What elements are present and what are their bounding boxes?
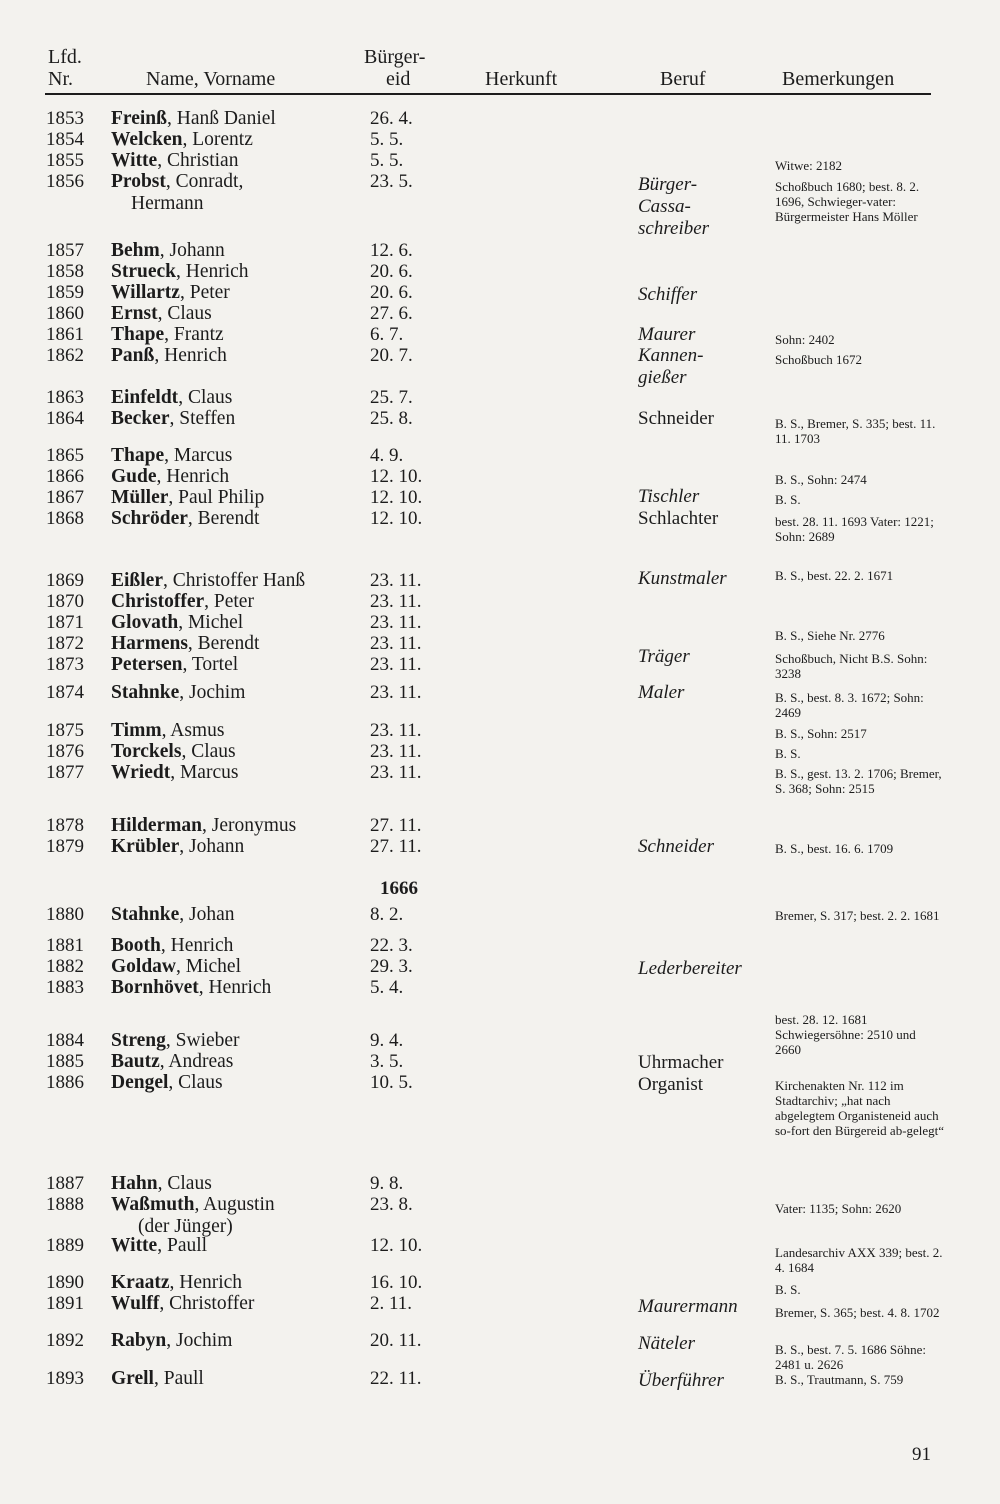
entry-number: 1861	[46, 324, 84, 345]
entry-number: 1870	[46, 591, 84, 612]
buergereid-date: 23. 11.	[370, 591, 422, 612]
remarks: B. S.	[775, 1282, 801, 1297]
surname: Bautz	[111, 1051, 160, 1072]
surname: Strueck	[111, 261, 176, 282]
entry-name	[111, 445, 232, 467]
buergereid-date: 20. 6.	[370, 261, 413, 282]
surname: Willartz	[111, 282, 180, 303]
occupation: Uhrmacher	[638, 1052, 724, 1073]
entry-number: 1867	[46, 487, 84, 508]
buergereid-date: 22. 3.	[370, 935, 413, 956]
entry-name	[111, 815, 296, 837]
remarks: B. S., Siehe Nr. 2776	[775, 628, 885, 643]
given-name: , Jochim	[166, 1330, 233, 1351]
buergereid-date: 23. 11.	[370, 762, 422, 783]
surname: Harmens	[111, 633, 188, 654]
entry-number: 1892	[46, 1330, 84, 1351]
given-name: , Johann	[179, 836, 245, 857]
buergereid-date: 23. 11.	[370, 741, 422, 762]
entry-name	[111, 1272, 242, 1294]
buergereid-date: 26. 4.	[370, 108, 413, 129]
remarks: B. S., gest. 13. 2. 1706; Bremer, S. 368; Sohn: 2515	[775, 766, 942, 796]
remarks: best. 28. 12. 1681 Schwiegersöhne: 2510 und 2660	[775, 1012, 916, 1057]
surname: Witte	[111, 1235, 158, 1256]
occupation: Maler	[638, 682, 685, 703]
occupation: Cassa-	[638, 196, 691, 217]
given-name: , Peter	[204, 591, 254, 612]
occupation: Näteler	[638, 1333, 695, 1354]
surname: Thape	[111, 324, 165, 345]
entry-number: 1869	[46, 570, 84, 591]
given-name: , Peter	[179, 282, 230, 303]
header-lfd: Lfd.	[48, 46, 82, 68]
buergereid-date: 9. 8.	[370, 1173, 404, 1194]
remarks: Vater: 1135; Sohn: 2620	[775, 1201, 902, 1216]
given-name-continued: Hermann	[131, 193, 204, 214]
remarks: Bremer, S. 317; best. 2. 2. 1681	[775, 908, 940, 923]
given-name: , Christian	[157, 150, 239, 171]
entry-number: 1881	[46, 935, 84, 956]
remarks: B. S., Sohn: 2517	[775, 726, 867, 741]
remarks: Schoßbuch 1680; best. 8. 2. 1696, Schwieger-vater: Bürgermeister Hans Möller	[775, 179, 920, 224]
remarks: B. S., best. 16. 6. 1709	[775, 841, 894, 856]
page-number: 91	[912, 1444, 931, 1465]
given-name: , Paul Philip	[168, 487, 265, 508]
surname: Welcken	[111, 129, 183, 150]
entry-name	[111, 387, 232, 409]
given-name: , Claus	[181, 741, 236, 762]
surname: Streng	[111, 1030, 166, 1051]
remarks: best. 28. 11. 1693 Vater: 1221; Sohn: 2689	[775, 514, 934, 544]
header-herkunft: Herkunft	[485, 68, 558, 90]
entry-number: 1882	[46, 956, 84, 977]
entry-number: 1874	[46, 682, 84, 703]
buergereid-date: 12. 10.	[370, 466, 423, 487]
given-name: , Augustin	[194, 1194, 275, 1215]
entry-name	[111, 1030, 240, 1052]
year-heading: 1666	[380, 878, 418, 899]
given-name: , Henrich	[198, 977, 272, 998]
entry-number: 1888	[46, 1194, 84, 1215]
header-nr: Nr.	[48, 68, 73, 90]
entry-name	[111, 633, 259, 655]
buergereid-date: 5. 5.	[370, 150, 404, 171]
occupation: Maurermann	[638, 1296, 738, 1317]
given-name: , Steffen	[169, 408, 236, 429]
entry-name	[111, 282, 230, 304]
remarks-witwe: Witwe: 2182	[775, 158, 842, 173]
entry-name	[111, 303, 212, 325]
given-name: , Swieber	[165, 1030, 240, 1051]
entry-number: 1877	[46, 762, 84, 783]
remarks: Sohn: 2402	[775, 332, 835, 347]
buergereid-date: 23. 11.	[370, 612, 422, 633]
surname: Torckels	[111, 741, 182, 762]
entry-number: 1872	[46, 633, 84, 654]
entry-number: 1873	[46, 654, 84, 675]
entry-name	[111, 345, 227, 367]
entry-name	[111, 1051, 233, 1073]
surname: Waßmuth	[111, 1194, 195, 1215]
header-eid-2: eid	[386, 68, 411, 90]
buergereid-date: 8. 2.	[370, 904, 404, 925]
given-name: , Michel	[176, 956, 241, 977]
surname: Behm	[111, 240, 160, 261]
surname: Bornhövet	[111, 977, 199, 998]
entry-number: 1891	[46, 1293, 84, 1314]
buergereid-date: 12. 10.	[370, 487, 423, 508]
entry-number: 1863	[46, 387, 84, 408]
remarks: B. S., best. 7. 5. 1686 Söhne: 2481 u. 2626	[775, 1342, 926, 1372]
surname: Einfeldt	[111, 387, 179, 408]
surname: Dengel	[111, 1072, 169, 1093]
entry-number: 1884	[46, 1030, 84, 1051]
entry-number: 1860	[46, 303, 84, 324]
surname: Hilderman	[111, 815, 202, 836]
buergereid-date: 22. 11.	[370, 1368, 422, 1389]
entry-name	[111, 741, 236, 763]
entry-name	[111, 612, 243, 634]
given-name: , Henrich	[156, 466, 230, 487]
surname: Petersen	[111, 654, 183, 675]
entry-name	[111, 570, 305, 592]
surname: Goldaw	[111, 956, 177, 977]
occupation: Kunstmaler	[638, 568, 727, 589]
buergereid-date: 3. 5.	[370, 1051, 404, 1072]
buergereid-date: 5. 4.	[370, 977, 404, 998]
occupation: schreiber	[638, 218, 710, 239]
buergereid-date: 27. 6.	[370, 303, 413, 324]
given-name: , Johann	[159, 240, 225, 261]
entry-name	[111, 935, 233, 957]
entry-number: 1876	[46, 741, 84, 762]
entry-number: 1889	[46, 1235, 84, 1256]
surname: Wriedt	[111, 762, 171, 783]
surname: Müller	[111, 487, 169, 508]
entry-name	[111, 261, 249, 283]
surname: Stahnke	[111, 904, 180, 925]
header-bemerkungen: Bemerkungen	[782, 68, 895, 90]
surname: Rabyn	[111, 1330, 167, 1351]
entry-name	[111, 762, 238, 784]
surname: Witte	[111, 150, 158, 171]
given-name: , Berendt	[187, 508, 260, 529]
entry-name	[111, 171, 243, 193]
entry-number: 1890	[46, 1272, 84, 1293]
surname: Freinß	[111, 108, 167, 129]
buergereid-date: 6. 7.	[370, 324, 404, 345]
entry-name	[111, 836, 244, 858]
entry-number: 1854	[46, 129, 84, 150]
surname: Thape	[111, 445, 165, 466]
given-name: , Henrich	[154, 345, 227, 366]
buergereid-date: 27. 11.	[370, 815, 422, 836]
entry-name	[111, 108, 276, 130]
entry-number: 1893	[46, 1368, 84, 1389]
given-name: , Jeronymus	[202, 815, 297, 836]
entry-number: 1880	[46, 904, 84, 925]
entry-number: 1875	[46, 720, 84, 741]
entry-name	[111, 956, 241, 978]
surname: Wulff	[111, 1293, 160, 1314]
occupation: gießer	[638, 367, 687, 388]
occupation: Lederbereiter	[638, 958, 742, 979]
entry-number: 1864	[46, 408, 84, 429]
buergereid-date: 5. 5.	[370, 129, 404, 150]
occupation: Maurer	[638, 324, 696, 345]
entry-number: 1858	[46, 261, 84, 282]
given-name: , Christoffer Hanß	[163, 570, 306, 591]
occupation: Schiffer	[638, 284, 698, 305]
buergereid-date: 25. 8.	[370, 408, 413, 429]
given-name: , Claus	[157, 1173, 212, 1194]
entry-name	[111, 1330, 232, 1352]
buergereid-date: 4. 9.	[370, 445, 404, 466]
buergereid-date: 23. 8.	[370, 1194, 413, 1215]
given-name: , Marcus	[170, 762, 239, 783]
buergereid-date: 16. 10.	[370, 1272, 423, 1293]
entry-number: 1865	[46, 445, 84, 466]
remarks: Bremer, S. 365; best. 4. 8. 1702	[775, 1305, 940, 1320]
entry-name	[111, 1293, 254, 1315]
remarks: Kirchenakten Nr. 112 im Stadtarchiv; „hat nach abgelegtem Organisteneid auch so-fort den Bürgereid ab-gelegt“	[775, 1078, 945, 1138]
occupation: Kannen-	[638, 345, 704, 366]
entry-number: 1866	[46, 466, 84, 487]
entry-name	[111, 1173, 212, 1195]
given-name: , Claus	[178, 387, 233, 408]
occupation: Schneider	[638, 836, 714, 857]
entry-number: 1859	[46, 282, 84, 303]
surname: Booth	[111, 935, 161, 956]
entry-number: 1885	[46, 1051, 84, 1072]
buergereid-date: 23. 11.	[370, 720, 422, 741]
surname: Christoffer	[111, 591, 205, 612]
entry-name	[111, 129, 253, 151]
entry-name	[111, 591, 254, 613]
entry-name	[111, 324, 224, 346]
surname: Krübler	[111, 836, 180, 857]
given-name-continued: (der Jünger)	[138, 1216, 233, 1237]
given-name: , Marcus	[164, 445, 233, 466]
occupation: Bürger-	[638, 174, 698, 195]
remarks: Schoßbuch, Nicht B.S. Sohn: 3238	[775, 651, 928, 681]
remarks: Landesarchiv AXX 339; best. 2. 4. 1684	[775, 1245, 943, 1275]
entry-number: 1868	[46, 508, 84, 529]
surname: Schröder	[111, 508, 188, 529]
given-name: , Claus	[168, 1072, 223, 1093]
given-name: , Henrich	[176, 261, 249, 282]
given-name: , Conradt,	[165, 171, 244, 192]
given-name: , Asmus	[161, 720, 225, 741]
remarks: B. S., Sohn: 2474	[775, 472, 867, 487]
surname: Becker	[111, 408, 170, 429]
entry-name	[111, 466, 229, 488]
header-eid-1: Bürger-	[364, 46, 426, 68]
occupation: Überführer	[638, 1370, 724, 1391]
buergereid-date: 23. 11.	[370, 654, 422, 675]
buergereid-date: 27. 11.	[370, 836, 422, 857]
occupation: Tischler	[638, 486, 700, 507]
surname: Stahnke	[111, 682, 180, 703]
buergereid-date: 23. 11.	[370, 682, 422, 703]
entry-name	[111, 904, 235, 926]
occupation: Schlachter	[638, 508, 719, 529]
entry-number: 1856	[46, 171, 84, 192]
header-rule	[45, 93, 931, 95]
entry-number: 1871	[46, 612, 84, 633]
entry-name	[111, 408, 235, 430]
entry-name	[111, 487, 264, 509]
entry-number: 1878	[46, 815, 84, 836]
surname: Eißler	[111, 570, 163, 591]
entry-name	[111, 508, 259, 530]
entry-name	[111, 977, 271, 999]
buergereid-date: 12. 10.	[370, 508, 423, 529]
buergereid-date: 23. 5.	[370, 171, 413, 192]
given-name: , Johan	[179, 904, 235, 925]
surname: Panß	[111, 345, 155, 366]
entry-number: 1853	[46, 108, 84, 129]
given-name: , Jochim	[179, 682, 246, 703]
remarks: B. S., best. 8. 3. 1672; Sohn: 2469	[775, 690, 924, 720]
given-name: , Christoffer	[159, 1293, 255, 1314]
remarks: B. S.	[775, 746, 801, 761]
surname: Glovath	[111, 612, 179, 633]
entry-name	[111, 1368, 204, 1390]
entry-number: 1887	[46, 1173, 84, 1194]
buergereid-date: 20. 6.	[370, 282, 413, 303]
entry-name	[111, 682, 245, 704]
entry-number: 1855	[46, 150, 84, 171]
remarks: B. S., best. 22. 2. 1671	[775, 568, 894, 583]
given-name: , Michel	[178, 612, 244, 633]
buergereid-date: 12. 10.	[370, 1235, 423, 1256]
buergereid-date: 2. 11.	[370, 1293, 413, 1314]
given-name: , Henrich	[160, 935, 234, 956]
given-name: , Berendt	[187, 633, 260, 654]
buergereid-date: 23. 11.	[370, 570, 422, 591]
buergereid-date: 20. 7.	[370, 345, 413, 366]
occupation: Organist	[638, 1074, 704, 1095]
header-name: Name, Vorname	[146, 68, 276, 90]
surname: Timm	[111, 720, 162, 741]
buergereid-date: 23. 11.	[370, 633, 422, 654]
given-name: , Frantz	[164, 324, 224, 345]
occupation: Schneider	[638, 408, 714, 429]
buergereid-date: 10. 5.	[370, 1072, 413, 1093]
surname: Gude	[111, 466, 157, 487]
buergereid-date: 29. 3.	[370, 956, 413, 977]
surname: Ernst	[111, 303, 158, 324]
remarks: Schoßbuch 1672	[775, 352, 863, 367]
entry-number: 1862	[46, 345, 84, 366]
given-name: , Hanß Daniel	[166, 108, 276, 129]
entry-name	[111, 654, 238, 676]
entry-name	[111, 240, 225, 262]
given-name: , Lorentz	[182, 129, 253, 150]
entry-number: 1879	[46, 836, 84, 857]
entry-name	[111, 1194, 275, 1216]
entry-number: 1886	[46, 1072, 84, 1093]
surname: Grell	[111, 1368, 154, 1389]
buergereid-date: 12. 6.	[370, 240, 413, 261]
remarks: B. S., Trautmann, S. 759	[775, 1372, 904, 1387]
given-name: , Paull	[153, 1368, 204, 1389]
entry-name	[111, 720, 224, 742]
surname: Kraatz	[111, 1272, 170, 1293]
entry-number: 1883	[46, 977, 84, 998]
buergereid-date: 9. 4.	[370, 1030, 404, 1051]
given-name: , Claus	[157, 303, 212, 324]
remarks: B. S., Bremer, S. 335; best. 11. 11. 1703	[775, 416, 936, 446]
entry-name	[111, 1072, 223, 1094]
entry-name	[111, 1235, 207, 1257]
given-name: , Tortel	[182, 654, 239, 675]
header-beruf: Beruf	[660, 68, 706, 90]
occupation: Träger	[638, 646, 690, 667]
entry-number: 1857	[46, 240, 84, 261]
given-name: , Paull	[157, 1235, 208, 1256]
surname: Probst	[111, 171, 166, 192]
remarks: B. S.	[775, 492, 801, 507]
surname: Hahn	[111, 1173, 158, 1194]
buergereid-date: 20. 11.	[370, 1330, 422, 1351]
entry-name	[111, 150, 238, 172]
given-name: , Andreas	[159, 1051, 234, 1072]
buergereid-date: 25. 7.	[370, 387, 413, 408]
given-name: , Henrich	[169, 1272, 243, 1293]
